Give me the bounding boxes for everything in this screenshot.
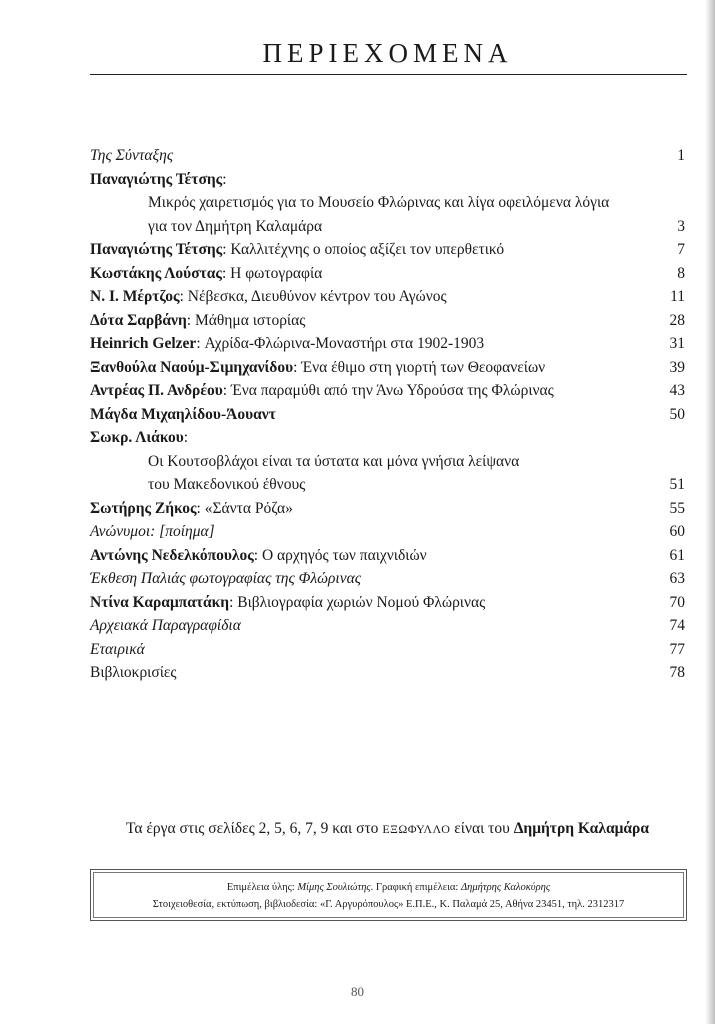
toc-page-number: 3 (677, 217, 685, 235)
toc-title: Ένα παραμύθι από την Άνω Υδρούσα της Φλώρινας (230, 382, 554, 399)
toc-row (90, 191, 685, 215)
toc-entry (90, 262, 645, 286)
toc-entry (90, 238, 645, 262)
toc-page-number: 7 (677, 241, 685, 258)
toc-entry (90, 332, 645, 356)
toc-row (90, 591, 685, 615)
toc-author: Σωκρ. Λιάκου (90, 429, 184, 446)
toc-entry (90, 168, 645, 192)
colophon-box (90, 869, 687, 921)
colophon-printer: Στοιχειοθεσία, εκτύπωση, βιβλιοδεσία: «Γ. Αργυρόπουλος» Ε.Π.Ε., Κ. Παλαμά 25, Αθήνα 23451, τηλ. 2312317 (152, 899, 625, 910)
toc-page-number: 70 (669, 593, 685, 611)
toc-page-number: 51 (669, 476, 685, 493)
colophon-editor: Μίμης Σουλιώτης (297, 882, 371, 893)
page-title: ΠΕΡΙΕΧΟΜΕΝΑ (262, 38, 513, 68)
toc-title: Καλλιτέχνης ο οποίος αξίζει τον υπερθετικό (230, 241, 505, 258)
toc-author: Κωστάκης Λούστας (90, 264, 222, 282)
toc-title: Βιβλιοκρισίες (90, 664, 177, 681)
toc-page-number: 8 (677, 264, 685, 282)
toc-entry (90, 144, 645, 168)
toc-author: Δότα Σαρβάνη (90, 311, 187, 329)
toc-entry (148, 473, 645, 497)
toc-author: Heinrich Gelzer (90, 335, 197, 352)
toc-entry (90, 567, 645, 591)
toc-title: Η φωτογραφία (230, 264, 323, 282)
toc-row (90, 661, 685, 685)
toc-separator: : (253, 546, 262, 564)
toc-author: Σωτήρης Ζήκος (90, 499, 197, 517)
toc-page-number: 63 (669, 570, 685, 587)
toc-row (90, 638, 685, 662)
toc-author: Αντρέας Π. Ανδρέου (90, 382, 223, 399)
toc-row (90, 614, 685, 638)
toc-title: Ένα έθιμο στη γιορτή των Θεοφανείων (301, 358, 546, 376)
colophon-label-editor: Επιμέλεια ύλης: (226, 882, 298, 893)
toc-title: Βιβλιογραφία χωριών Νομού Φλώρινας (237, 593, 486, 611)
artwork-credit (90, 820, 685, 838)
toc-entry (90, 591, 645, 615)
toc-separator: : (196, 335, 205, 352)
toc-page-number: 60 (669, 523, 685, 540)
toc-page-number: 28 (669, 311, 685, 329)
toc-separator: : (186, 311, 195, 329)
toc-entry (90, 309, 645, 333)
toc-page-number: 1 (677, 147, 685, 164)
toc-title: Αχρίδα-Φλώρινα-Μοναστήρι στα 1902-1903 (204, 335, 485, 352)
toc-row (90, 332, 685, 356)
colophon-editors (94, 879, 683, 896)
toc-entry (90, 356, 645, 380)
toc-title: του Μακεδονικού έθνους (148, 476, 306, 493)
toc-separator: : (222, 241, 231, 258)
toc-entry (148, 450, 645, 474)
toc-title: Μάθημα ιστορίας (194, 311, 306, 329)
toc-entry (90, 426, 645, 450)
toc-page-number: 39 (669, 358, 685, 376)
toc-page-number: 61 (669, 546, 685, 564)
toc-row (90, 473, 685, 497)
page-edge-shadow (705, 0, 715, 1024)
toc-title: Οι Κουτσοβλάχοι είναι τα ύστατα και μόνα γνήσια λείψανα (148, 452, 520, 470)
toc-author: Παναγιώτης Τέτσης (90, 241, 223, 258)
toc-entry (90, 285, 645, 309)
toc-page-number: 78 (669, 664, 685, 681)
toc-page-number: 50 (669, 405, 685, 423)
toc-title: Έκθεση Παλιάς φωτογραφίας της Φλώρινας (90, 570, 362, 587)
toc-title: Νέβεσκα, Διευθύνον κέντρον του Αγώνος (187, 288, 447, 305)
credit-artist: Δημήτρη Καλαμάρα (513, 820, 649, 837)
colophon-inner (93, 872, 684, 918)
toc-row (90, 356, 685, 380)
toc-entry (90, 661, 645, 685)
toc-row (90, 544, 685, 568)
toc-author: Αντώνης Νεδελκόπουλος (90, 546, 254, 564)
toc-page-number: 31 (669, 335, 685, 352)
toc-author: Μάγδα Μιχαηλίδου-Άουαντ (90, 405, 276, 423)
toc-title: Ανώνυμοι: [ποίημα] (90, 523, 215, 540)
colophon-label-designer: . Γραφική επιμέλεια: (370, 882, 461, 893)
toc-page-number: 55 (669, 499, 685, 517)
toc-separator: : (221, 264, 231, 282)
toc-page-number: 74 (669, 617, 685, 634)
toc-title: Της Σύνταξης (90, 147, 174, 164)
toc-row (90, 426, 685, 450)
toc-row (90, 450, 685, 474)
toc-row (90, 144, 685, 168)
toc-title: Εταιρικά (90, 640, 145, 658)
toc-author: Ξανθούλα Ναούμ-Σιμηχανίδου (90, 358, 294, 376)
toc-page-number: 77 (669, 640, 685, 658)
toc-row (90, 262, 685, 286)
toc-separator: : (229, 593, 238, 611)
colophon-designer: Δημήτρης Καλοκύρης (460, 882, 551, 893)
credit-middle: είναι του (450, 820, 514, 837)
toc-entry (90, 614, 645, 638)
toc-author: Ν. Ι. Μέρτζος (90, 288, 180, 305)
toc-row (90, 168, 685, 192)
toc-row (90, 403, 685, 427)
credit-prefix: Τα έργα στις σελίδες 2, 5, 6, 7, 9 και στο (126, 820, 383, 837)
toc-title: «Σάντα Ρόζα» (204, 499, 293, 517)
toc-entry (148, 191, 645, 215)
toc-entry (90, 403, 645, 427)
toc-entry (148, 215, 645, 239)
toc-row (90, 238, 685, 262)
toc-author: Ντίνα Καραμπατάκη (90, 593, 230, 611)
toc-title: Αρχειακά Παραγραφίδια (90, 617, 241, 634)
toc-author: Παναγιώτης Τέτσης (90, 170, 223, 188)
toc-separator: : (222, 170, 227, 188)
toc-separator: : (222, 382, 231, 399)
toc-page-number: 11 (670, 288, 685, 305)
toc-title: Ο αρχηγός των παιχνιδιών (261, 546, 427, 564)
toc-separator: : (196, 499, 205, 517)
toc-title: Μικρός χαιρετισμός για το Μουσείο Φλώρινας και λίγα οφειλόμενα λόγια (148, 194, 610, 211)
toc-separator: : (179, 288, 188, 305)
toc-separator: : (183, 429, 189, 446)
toc-row (90, 497, 685, 521)
toc-entry (90, 520, 645, 544)
toc-row (90, 309, 685, 333)
toc-page-number: 43 (669, 382, 685, 399)
title-divider (90, 74, 687, 75)
toc-entry (90, 544, 645, 568)
page-number: 80 (351, 984, 364, 999)
toc-row (90, 285, 685, 309)
toc-row (90, 379, 685, 403)
toc-row (90, 215, 685, 239)
table-of-contents (90, 144, 685, 685)
toc-entry (90, 497, 645, 521)
toc-separator: : (293, 358, 302, 376)
toc-entry (90, 379, 645, 403)
credit-cover: ΕΞΩΦΥΛΛΟ (382, 822, 451, 836)
toc-row (90, 520, 685, 544)
toc-title: για τον Δημήτρη Καλαμάρα (148, 217, 323, 235)
toc-entry (90, 638, 645, 662)
toc-row (90, 567, 685, 591)
